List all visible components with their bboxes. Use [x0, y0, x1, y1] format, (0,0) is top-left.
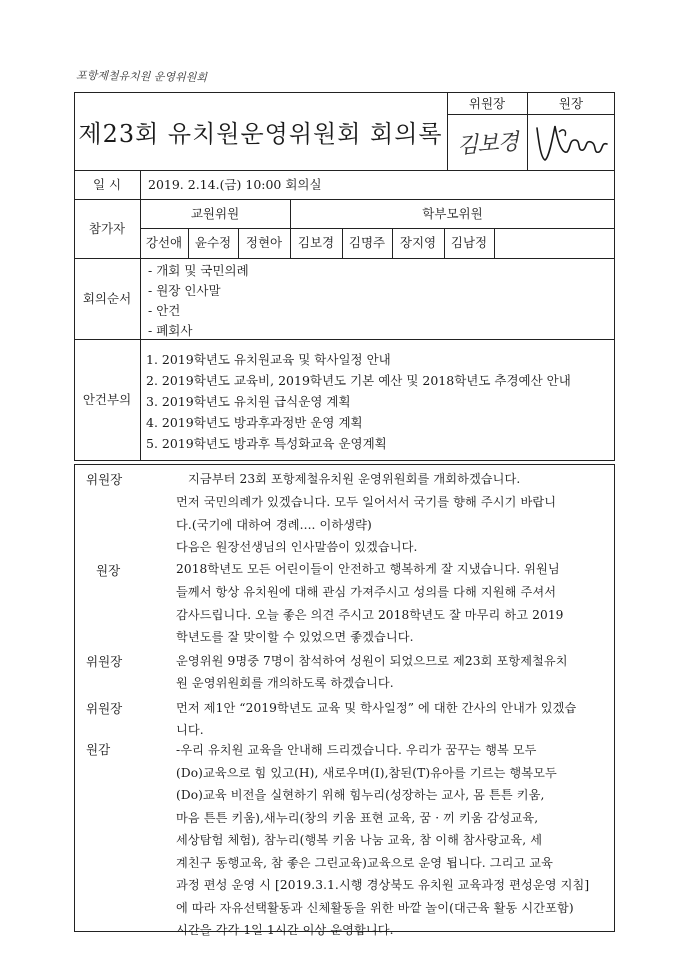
parent-member: 김명주 — [348, 235, 386, 250]
director-signature — [527, 114, 615, 170]
date-value: 2019. 2.14.(금) 10:00 회의실 — [148, 176, 322, 192]
speaker-label: 원장 — [96, 563, 121, 578]
speaker-label: 위원장 — [86, 654, 123, 669]
parent-member: 장지영 — [399, 235, 437, 250]
teacher-member: 정현아 — [245, 235, 283, 250]
list-item: - 개회 및 국민의례 — [148, 263, 249, 278]
speaker-label: 위원장 — [86, 701, 123, 716]
minutes-line: (Do)교육으로 힘 있고(H), 새로우며(I),참된(T)유아를 기르는 행복모두 — [176, 765, 557, 780]
minutes-line: 먼저 국민의례가 있겠습니다. 모두 일어서서 국기를 향해 주시기 바랍니 — [176, 495, 557, 509]
minutes-line: 감사드립니다. 오늘 좋은 의견 주시고 2018학년도 잘 마무리 하고 2019 — [176, 608, 564, 622]
teacher-member: 강선애 — [145, 235, 183, 250]
minutes-line: 계친구 동행교육, 참 좋은 그린교육)교육으로 운영 됩니다. 그리고 교육 — [176, 855, 554, 870]
list-item: 1. 2019학년도 유치원교육 및 학사일정 안내 — [146, 352, 391, 367]
minutes-line: 시간을 각각 1일 1시간 이상 운영합니다. — [176, 923, 394, 937]
date-label: 일 시 — [92, 176, 122, 192]
parent-member: 김남정 — [450, 235, 488, 250]
minutes-line: 원 운영위원회를 개의하도록 하겠습니다. — [176, 676, 394, 690]
chair-header: 위원장 — [468, 96, 506, 111]
parent-group-label: 학부모위원 — [422, 205, 483, 221]
list-item: 4. 2019학년도 방과후과정반 운영 계획 — [146, 415, 363, 430]
minutes-line: 학년도를 잘 맞이할 수 있었으면 좋겠습니다. — [176, 630, 414, 644]
minutes-line: 지금부터 23회 포항제철유치원 운영위원회를 개회하겠습니다. — [188, 472, 521, 486]
teacher-member: 윤수정 — [194, 235, 232, 250]
minutes-line: (Do)교육 비전을 실현하기 위해 힘누리(성장하는 교사, 몸 튼튼 키움, — [176, 788, 545, 802]
order-list — [148, 261, 249, 341]
minutes-line: 에 따라 자유선택활동과 신체활동을 위한 바깥 놀이(대근육 활동 시간포함) — [176, 900, 574, 915]
minutes-line: -우리 유치원 교육을 안내해 드리겠습니다. 우리가 꿈꾸는 행복 모두 — [176, 743, 537, 757]
list-item: 2. 2019학년도 교육비, 2019학년도 기본 예산 및 2018학년도 추경예산 안내 — [146, 373, 571, 388]
handwritten-header-note: 포항제철유치원 운영위원회 — [75, 68, 208, 85]
minutes-line: 들께서 항상 유치원에 대해 관심 가져주시고 성의를 다해 지원해 주셔서 — [176, 585, 557, 599]
director-header: 원장 — [558, 96, 584, 111]
speaker-label: 원감 — [86, 742, 111, 757]
list-item: 5. 2019학년도 방과후 특성화교육 운영계획 — [146, 436, 387, 451]
page-title: 제23회 유치원운영위원회 회의록 — [78, 119, 443, 148]
list-item: - 안건 — [148, 303, 181, 318]
parent-member: 김보경 — [297, 235, 335, 250]
minutes-line: 마음 튼튼 키움),새누리(창의 키움 표현 교육, 꿈 · 끼 키움 감성교육, — [176, 810, 539, 825]
list-item: - 원장 인사말 — [148, 283, 221, 298]
minutes-line: 2018학년도 모든 어린이들이 안전하고 행복하게 잘 지냈습니다. 위원님 — [176, 562, 560, 576]
list-item: - 폐회사 — [148, 323, 193, 338]
agenda-list — [146, 349, 571, 454]
minutes-line: 과정 편성 운영 시 [2019.3.1.시행 경상북도 유치원 교육과정 편성운영 지침] — [176, 878, 590, 892]
minutes-line: 운영위원 9명중 7명이 참석하여 성원이 되었으므로 제23회 포항제철유치 — [176, 654, 568, 668]
minutes-line: 세상탐험 체험), 참누리(행복 키움 나눔 교육, 참 이해 참사랑교육, 세 — [176, 833, 543, 847]
order-label: 회의순서 — [82, 290, 132, 306]
minutes-line: 다.(국기에 대하여 경례.... 이하생략) — [176, 518, 372, 532]
chair-signature: 김보경 — [455, 129, 519, 159]
speaker-label: 위원장 — [86, 472, 123, 487]
minutes-line: 니다. — [176, 723, 204, 737]
agenda-label: 안건부의 — [82, 392, 132, 407]
teacher-group-label: 교원위원 — [190, 205, 240, 221]
participants-label: 참가자 — [88, 220, 126, 236]
list-item: 3. 2019학년도 유치원 급식운영 계획 — [146, 394, 351, 409]
minutes-line: 다음은 원장선생님의 인사말씀이 있겠습니다. — [176, 540, 418, 554]
minutes-line: 먼저 제1안 “2019학년도 교육 및 학사일정” 에 대한 간사의 안내가 있겠습 — [176, 701, 577, 715]
